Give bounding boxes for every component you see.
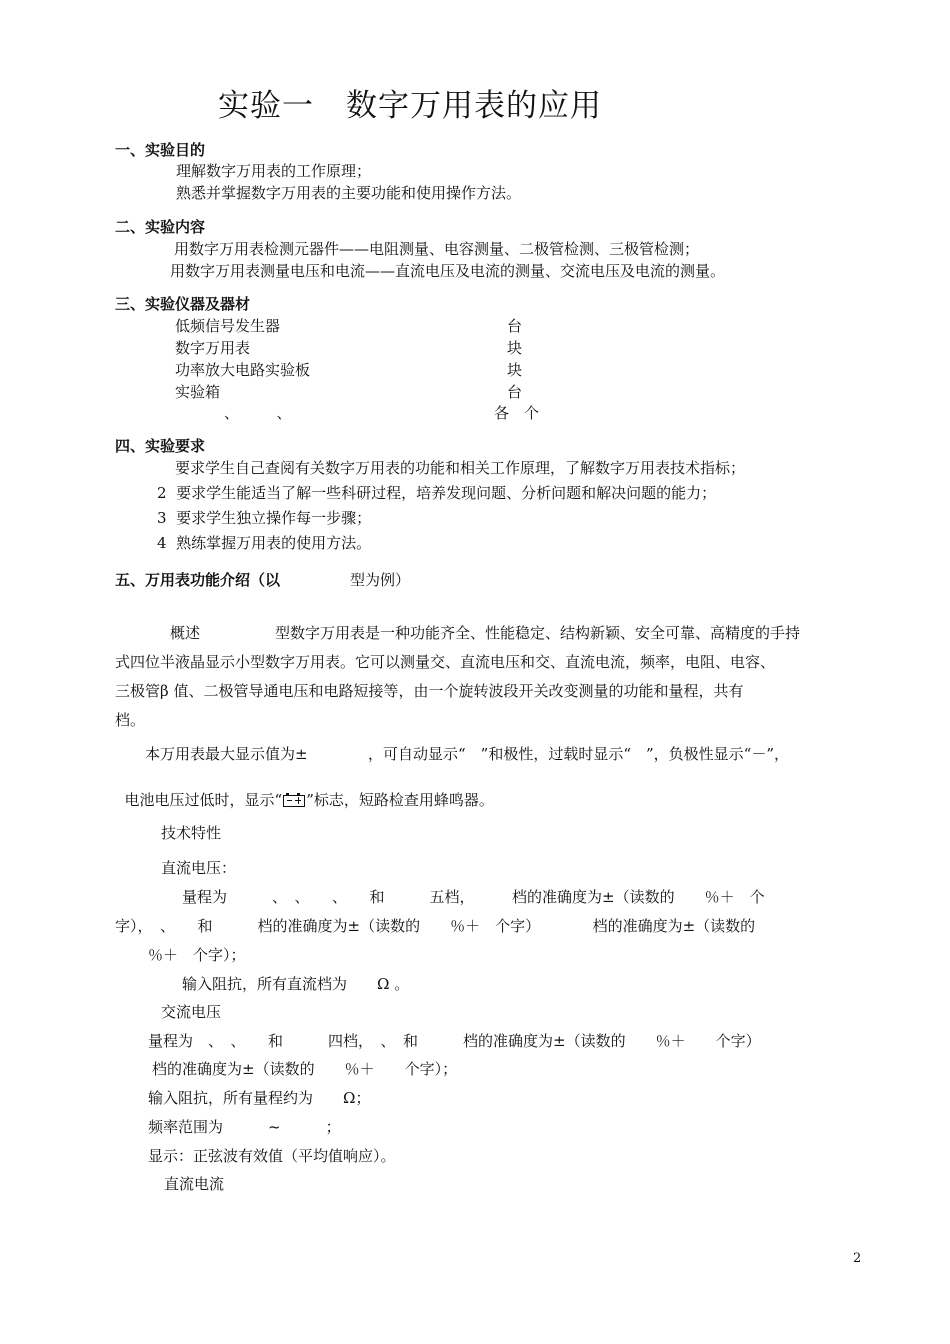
heading-equipment: 三、实验仪器及器材 — [115, 295, 251, 313]
equipment-name: 功率放大电路实验板 — [175, 361, 311, 379]
content-item: 用数字万用表测量电压和电流——直流电压及电流的测量、交流电压及电流的测量。 — [170, 262, 726, 280]
heading-requirements: 四、实验要求 — [115, 437, 206, 455]
dcv-text: ％＋ 个字）； — [148, 946, 246, 964]
acv-text: 量程为 、 、 和 四档， 、 和 档的准确度为±（读数的 ％＋ 个字） — [148, 1032, 761, 1050]
equipment-name: 实验箱 — [175, 383, 221, 401]
acv-label: 交流电压 — [161, 1003, 222, 1021]
dcv-text: 字）， 、 和 档的准确度为±（读数的 ％＋ 个字） 档的准确度为±（读数的 — [115, 917, 756, 935]
equipment-name: 低频信号发生器 — [175, 317, 281, 335]
objective-item: 理解数字万用表的工作原理； — [176, 162, 372, 180]
display-text: ”标志，短路检查用蜂鸣器。 — [306, 791, 494, 809]
equipment-unit: 块 — [507, 339, 523, 357]
battery-low-icon — [282, 793, 306, 807]
requirement-item: 4 熟练掌握万用表的使用方法。 — [157, 534, 372, 552]
equipment-misc: 、 、 — [224, 404, 292, 422]
dcv-text: 量程为 、 、 、 和 五档， 档的准确度为±（读数的 ％＋ 个 — [182, 888, 765, 906]
heading-functions-tail: 型为例） — [350, 571, 411, 589]
acv-text: 输入阻抗，所有量程约为 Ω； — [148, 1089, 371, 1107]
dci-label: 直流电流 — [164, 1175, 225, 1193]
display-text: ，可自动显示“ ”和极性，过载时显示“ ”，负极性显示“－”， — [368, 745, 790, 763]
equipment-name: 数字万用表 — [175, 339, 251, 357]
spec-label: 技术特性 — [161, 824, 222, 842]
heading-objective: 一、实验目的 — [115, 141, 206, 159]
overview-text: 式四位半液晶显示小型数字万用表。它可以测量交、直流电压和交、直流电流，频率，电阻、电容、 — [115, 653, 776, 671]
display-text-line2 — [115, 771, 494, 810]
acv-text: 频率范围为 ~ ； — [148, 1118, 341, 1136]
dcv-label: 直流电压： — [161, 859, 237, 877]
display-text: 电池电压过低时，显示“ — [124, 791, 283, 809]
overview-text: 档。 — [115, 711, 146, 729]
page-number: 2 — [853, 1251, 862, 1266]
heading-functions: 五、万用表功能介绍（以 — [115, 571, 281, 589]
requirement-item: 3 要求学生独立操作每一步骤； — [157, 509, 372, 527]
display-text: 本万用表最大显示值为± — [145, 745, 308, 763]
overview-text: 三极管β 值、二极管导通电压和电路短接等，由一个旋转波段开关改变测量的功能和量程，共有 — [115, 682, 744, 700]
requirement-item: 2 要求学生能适当了解一些科研过程，培养发现问题、分析问题和解决问题的能力； — [157, 484, 717, 502]
page-title: 实验一 数字万用表的应用 — [218, 88, 602, 124]
overview-text: 型数字万用表是一种功能齐全、性能稳定、结构新颖、安全可靠、高精度的手持 — [275, 624, 801, 642]
heading-content: 二、实验内容 — [115, 218, 206, 236]
equipment-unit: 台 — [507, 317, 523, 335]
equipment-unit: 台 — [507, 383, 523, 401]
dcv-text: 输入阻抗，所有直流档为 Ω 。 — [182, 975, 410, 993]
equipment-unit: 块 — [507, 361, 523, 379]
objective-item: 熟悉并掌握数字万用表的主要功能和使用操作方法。 — [176, 184, 522, 202]
equipment-misc-unit: 各 个 — [494, 404, 540, 422]
content-item: 用数字万用表检测元器件——电阻测量、电容测量、二极管检测、三极管检测； — [174, 240, 700, 258]
overview-label: 概述 — [170, 624, 201, 642]
acv-text: 显示：正弦波有效值（平均值响应）。 — [148, 1147, 396, 1165]
acv-text: 档的准确度为±（读数的 ％＋ 个字）； — [152, 1060, 458, 1078]
requirement-item: 要求学生自己查阅有关数字万用表的功能和相关工作原理，了解数字万用表技术指标； — [175, 459, 746, 477]
